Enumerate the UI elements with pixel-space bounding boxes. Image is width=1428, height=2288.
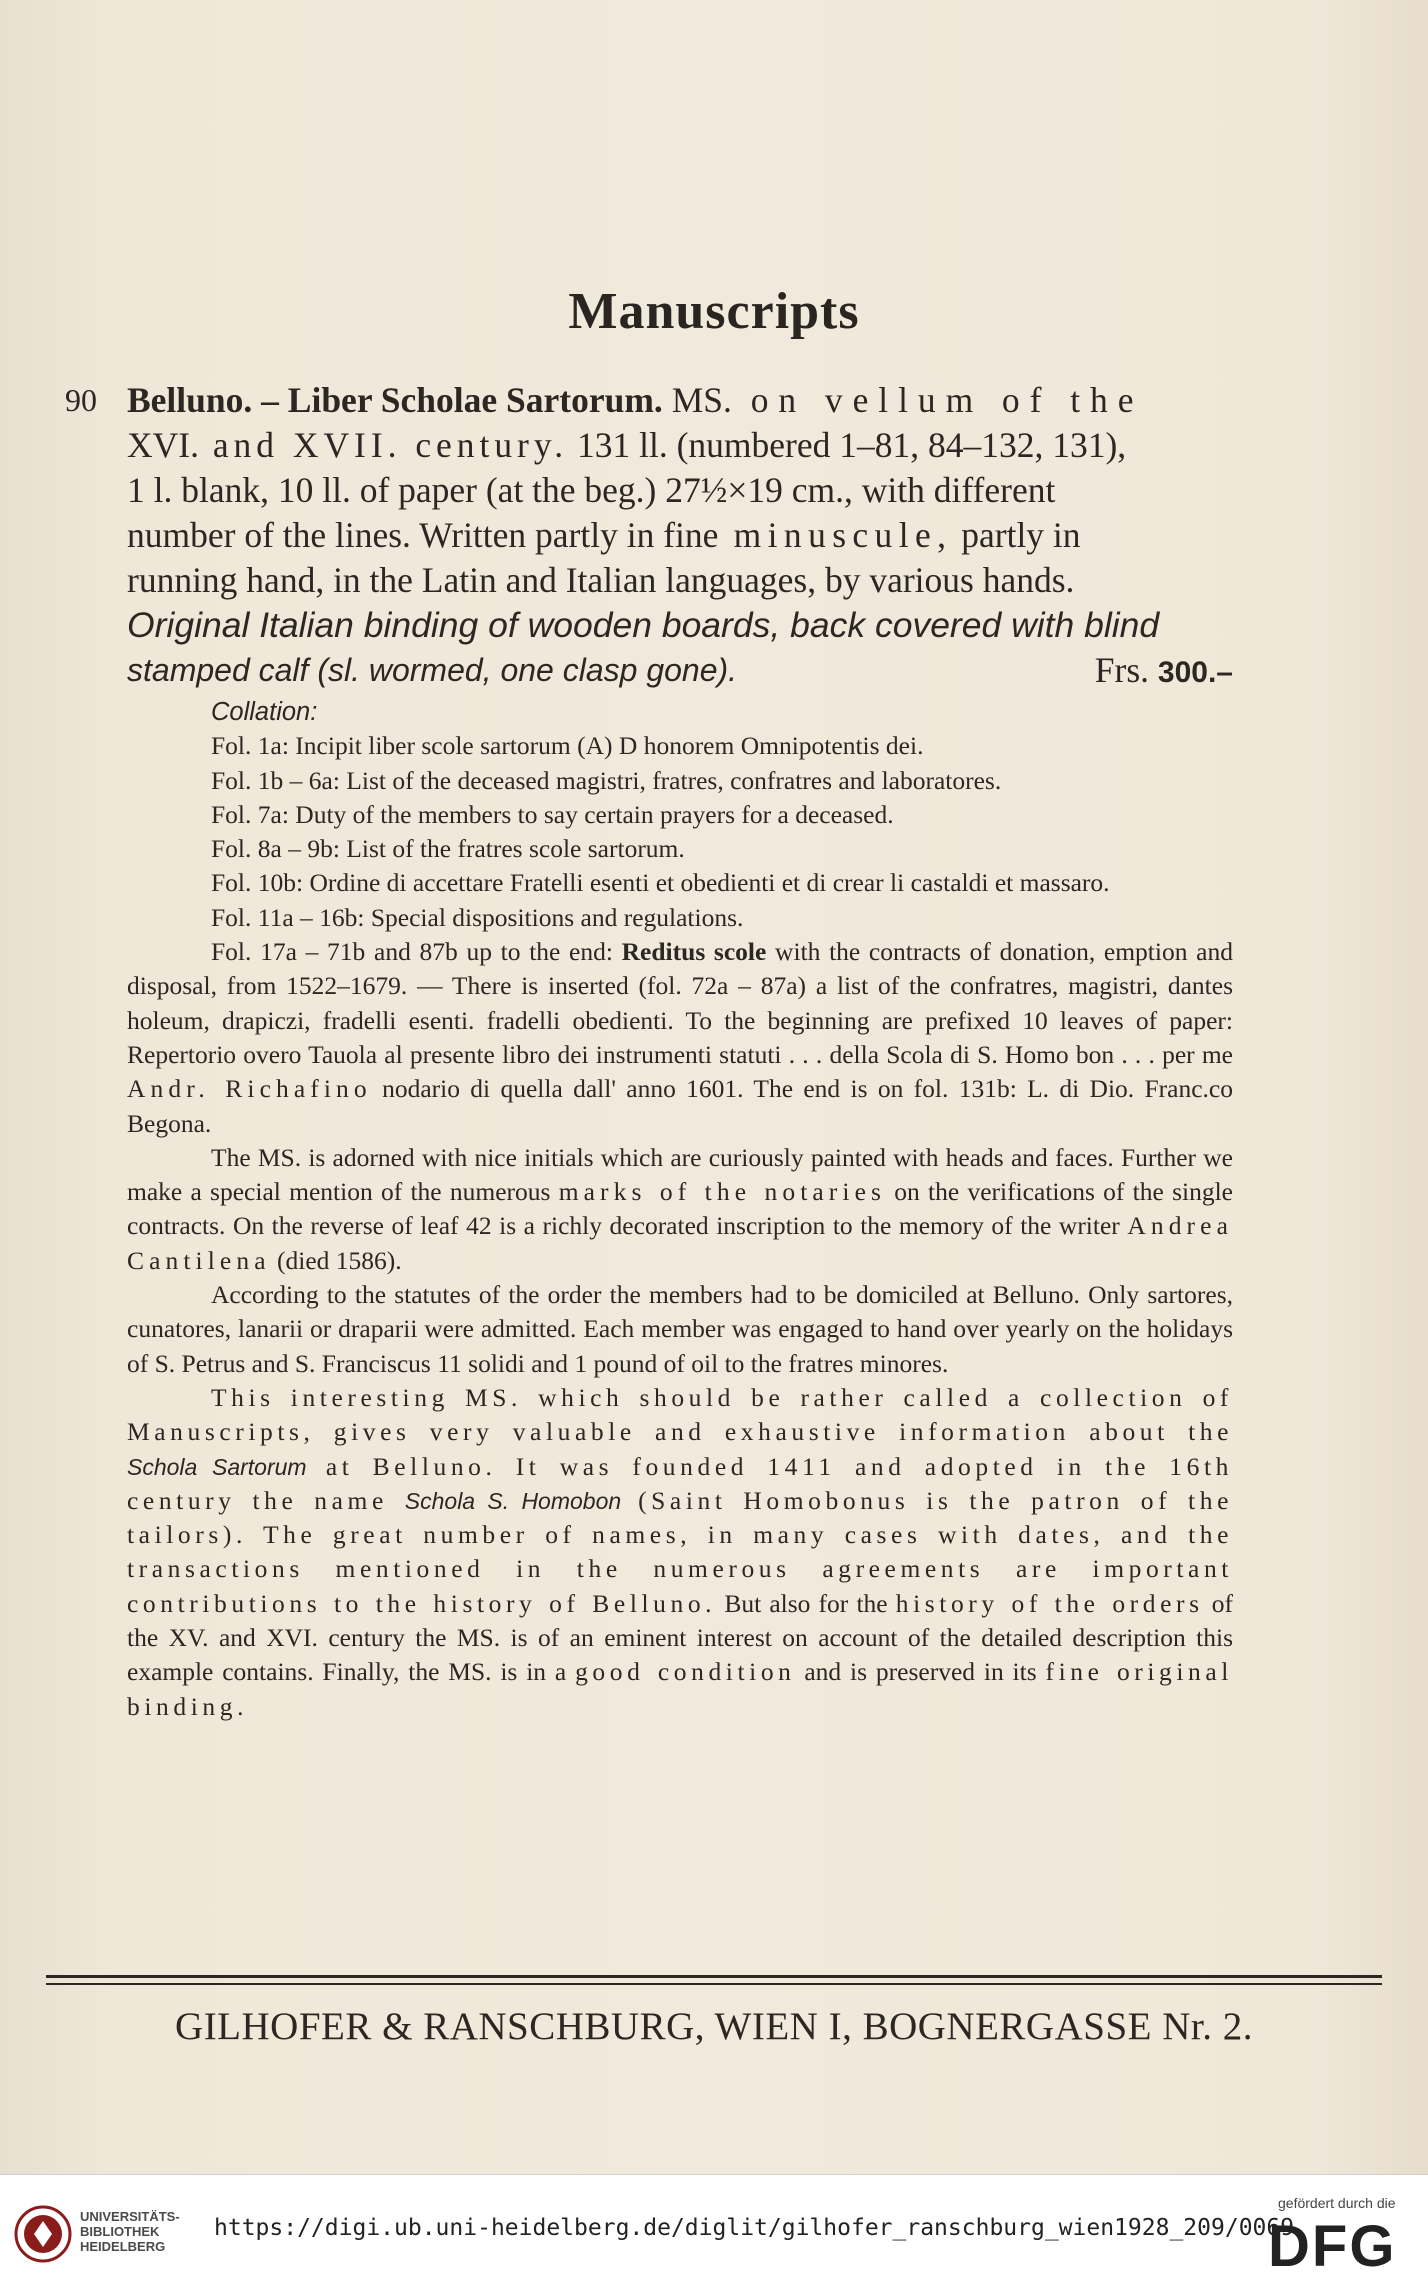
spaced-text: fine original binding bbox=[127, 1657, 1233, 1721]
price bbox=[1095, 648, 1233, 695]
entry-line-2 bbox=[127, 423, 1233, 468]
text-span: . bbox=[237, 1691, 249, 1721]
collation-item: Fol. 7a: Duty of the members to say certain prayers for a deceased. bbox=[211, 799, 894, 829]
text-span: and is preserved in its bbox=[795, 1657, 1046, 1687]
paragraph-decoration bbox=[127, 1141, 1233, 1278]
university-seal-icon bbox=[14, 2205, 72, 2263]
price-value: 300.– bbox=[1157, 656, 1233, 689]
text-span: But also for the bbox=[716, 1588, 896, 1618]
spaced-text: on vellum of the bbox=[731, 380, 1144, 420]
collation-item: Fol. 11a – 16b: Special dispositions and regulations. bbox=[211, 902, 744, 932]
spaced-text: marks of the notaries bbox=[558, 1177, 887, 1207]
entry-line-3: 1 l. blank, 10 ll. of paper (at the beg.) 27½×19 cm., with different bbox=[127, 470, 1056, 510]
italic-text: Schola S. Homobon bbox=[404, 1487, 622, 1514]
spaced-text: Andrea Cantilena bbox=[127, 1211, 1233, 1275]
entry-title: Belluno. – Liber Scholae Sartorum. bbox=[127, 380, 663, 420]
university-library-logo bbox=[80, 2209, 180, 2254]
page-title: Manuscripts bbox=[568, 283, 860, 340]
catalogue-entry bbox=[65, 378, 1233, 1724]
sponsor-caption: gefördert durch die bbox=[1278, 2195, 1396, 2211]
text-span: at Belluno. It was founded 1411 and adopted in the 16th century the name bbox=[127, 1451, 1233, 1515]
text-span: 131 ll. (numbered 1–81, 84–132, 131), bbox=[568, 425, 1127, 465]
footer-rule-thick bbox=[46, 1975, 1382, 1978]
spaced-text: minuscule, bbox=[718, 515, 953, 555]
binding-and-price bbox=[127, 648, 1233, 695]
entry-line-5: running hand, in the Latin and Italian languages, by various hands. bbox=[127, 560, 1075, 600]
logo-line: BIBLIOTHEK bbox=[80, 2224, 160, 2239]
footer-rule-thin bbox=[46, 1983, 1382, 1985]
source-url-link[interactable]: https://digi.ub.uni-heidelberg.de/diglit/gilhofer_ranschburg_wien1928_209/0069 bbox=[214, 2215, 1295, 2241]
collation-item: Fol. 10b: Ordine di accettare Fratelli esenti et obedienti et di crear li castaldi et massaro. bbox=[211, 868, 1110, 898]
italic-text: Schola Sartorum bbox=[127, 1453, 307, 1480]
spaced-text: and XVII. century. bbox=[198, 425, 569, 465]
text-span: on the verifications of the single contracts. On the reverse of leaf 42 is a richly decorated inscription to the memory of the writer bbox=[127, 1177, 1233, 1241]
logo-line: UNIVERSITÄTS- bbox=[80, 2209, 180, 2224]
lot-number: 90 bbox=[65, 382, 97, 418]
logo-line: HEIDELBERG bbox=[80, 2239, 166, 2254]
bold-text: Reditus scole bbox=[621, 937, 767, 967]
collation-item: Fol. 1a: Incipit liber scole sartorum (A) D honorem Omnipotentis dei. bbox=[211, 731, 924, 761]
binding-description-1: Original Italian binding of wooden boards, back covered with blind bbox=[127, 605, 1160, 645]
spaced-text: good condition bbox=[575, 1657, 796, 1687]
paragraph-statutes: According to the statutes of the order the members had to be domiciled at Belluno. Only sartores, cunatores, lanarii or draparii were admitted. Each member was engaged to hand over yearly on the holidays of S. Petrus and S. Franciscus 11 solidi and 1 pound of oil to the fratres minores. bbox=[127, 1280, 1233, 1378]
spaced-text: history of the orders bbox=[895, 1588, 1204, 1618]
text-span: This interesting MS. which should be rather called a collection of Manuscripts, gives very valuable and exhaustive information about the bbox=[127, 1382, 1233, 1447]
text-span: of the XV. and XVI. century the MS. is of an eminent interest on account of the detailed description this example contains. Finally, the MS. is in a bbox=[127, 1588, 1233, 1687]
collation-label: Collation: bbox=[211, 698, 318, 726]
text-span: Fol. 17a – 71b and 87b up to the end: bbox=[211, 937, 622, 967]
text-span: nodario di quella dall' anno 1601. The end is on fol. 131b: L. di Dio. Franc.co Begona. bbox=[127, 1074, 1233, 1138]
publisher-footer: GILHOFER & RANSCHBURG, WIEN I, BOGNERGASSE Nr. 2. bbox=[175, 2005, 1253, 2048]
entry-line-4 bbox=[127, 513, 1233, 558]
text-span: The MS. is adorned with nice initials which are curiously painted with heads and faces. Further we make a special mention of the numerous bbox=[127, 1142, 1233, 1207]
text-span: with the contracts of donation, emption and disposal, from 1522–1679. — There is inserted (fol. 72a – 87a) a list of the confratres, magistri, dantes holeum, drapiczi, fradelli esenti. fradelli obedienti. To the beginning are prefixed 10 leaves of paper: Repertorio overo Tauola al presente libro dei instrumenti statuti . . . della Scola di S. Homo bon . . . per me bbox=[127, 937, 1233, 1069]
text-span: (Saint Homobonus is the patron of the tailors). The great number of names, in many cases with dates, and the transactions mentioned in the numerous agreements are important contributions to the history of Belluno. bbox=[127, 1485, 1233, 1618]
text-span: XVI. bbox=[127, 425, 199, 465]
text-span: (died 1586). bbox=[270, 1245, 402, 1275]
binding-description-2: stamped calf (sl. wormed, one clasp gone). bbox=[127, 652, 738, 688]
price-prefix: Frs. bbox=[1094, 650, 1158, 690]
collation-item: Fol. 1b – 6a: List of the deceased magistri, fratres, confratres and laboratores. bbox=[211, 765, 1002, 795]
entry-notes bbox=[127, 695, 1233, 1724]
text-span: MS. bbox=[662, 380, 732, 420]
spaced-text: Andr. Richafino bbox=[127, 1074, 372, 1104]
collation-item: Fol. 8a – 9b: List of the fratres scole sartorum. bbox=[211, 834, 685, 864]
entry-description bbox=[127, 378, 1233, 695]
text-span: number of the lines. Written partly in fine bbox=[127, 515, 719, 555]
dfg-logo: DFG bbox=[1268, 2214, 1397, 2279]
collation-item bbox=[127, 935, 1233, 1141]
entry-line-1 bbox=[127, 378, 1233, 423]
text-span: partly in bbox=[952, 515, 1081, 555]
digitization-bar bbox=[0, 2174, 1428, 2288]
paragraph-summary bbox=[127, 1381, 1233, 1724]
